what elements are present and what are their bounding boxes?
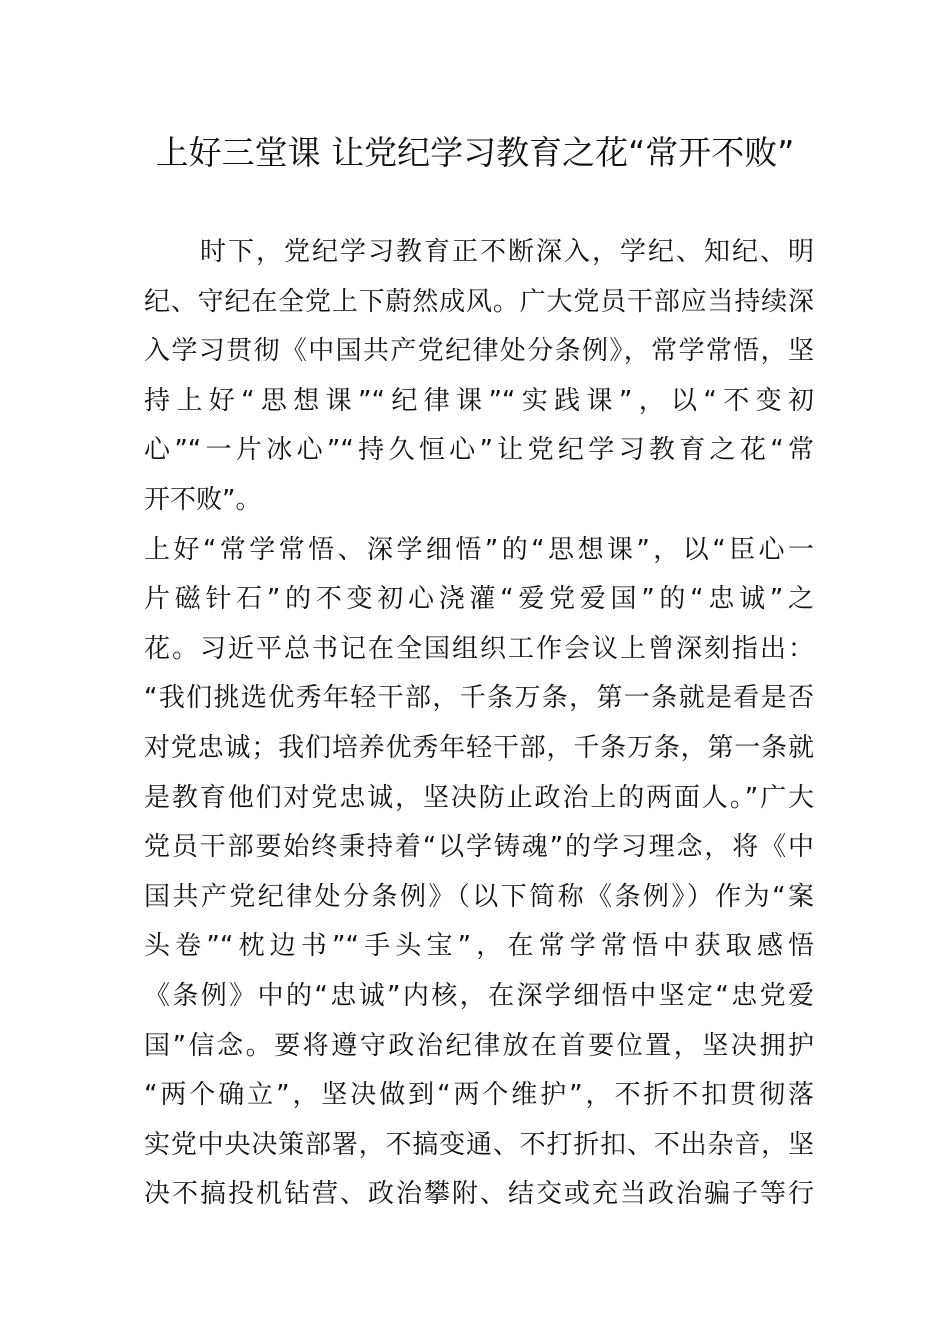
text-line: 上好“常学常悟、深学细悟”的“思想课”，以“臣心一 bbox=[144, 534, 814, 565]
text-line: 对党忠诚；我们培养优秀年轻干部，千条万条，第一条就 bbox=[144, 732, 814, 763]
text-line: “我们挑选优秀年轻干部，千条万条，第一条就是看是否 bbox=[144, 683, 814, 714]
text-line: 《条例》中的“忠诚”内核，在深学细悟中坚定“忠党爱 bbox=[144, 980, 814, 1011]
text-line: 头卷”“枕边书”“手头宝”，在常学常悟中获取感悟 bbox=[144, 931, 814, 962]
text-line: 入学习贯彻《中国共产党纪律处分条例》，常学常悟，坚 bbox=[144, 336, 814, 367]
text-line: 心”“一片冰心”“持久恒心”让党纪学习教育之花“常 bbox=[144, 435, 814, 466]
text-line: 实党中央决策部署，不搞变通、不打折扣、不出杂音，坚 bbox=[144, 1129, 814, 1160]
text-line: 国共产党纪律处分条例》（以下简称《条例》）作为“案 bbox=[144, 881, 814, 912]
text-line: 纪、守纪在全党上下蔚然成风。广大党员干部应当持续深 bbox=[144, 286, 814, 317]
text-line: 持上好“思想课”“纪律课”“实践课”，以“不变初 bbox=[144, 385, 814, 416]
text-line: 决不搞投机钻营、政治攀附、结交或充当政治骗子等行 bbox=[144, 1179, 814, 1210]
text-line: “两个确立”，坚决做到“两个维护”，不折不扣贯彻落 bbox=[144, 1080, 814, 1111]
text-line: 开不败”。 bbox=[144, 484, 262, 515]
text-line: 是教育他们对党忠诚，坚决防止政治上的两面人。”广大 bbox=[144, 782, 814, 813]
page-title: 上好三堂课 让党纪学习教育之花“常开不败” bbox=[155, 133, 795, 172]
text-line: 时下，党纪学习教育正不断深入，学纪、知纪、明 bbox=[144, 237, 814, 267]
text-line: 国”信念。要将遵守政治纪律放在首要位置，坚决拥护 bbox=[144, 1030, 814, 1061]
body-text bbox=[144, 228, 814, 1220]
text-line: 片磁针石”的不变初心浇灌“爱党爱国”的“忠诚”之 bbox=[144, 584, 814, 615]
text-line: 党员干部要始终秉持着“以学铸魂”的学习理念，将《中 bbox=[144, 832, 814, 863]
text-line: 花。习近平总书记在全国组织工作会议上曾深刻指出： bbox=[144, 633, 814, 664]
